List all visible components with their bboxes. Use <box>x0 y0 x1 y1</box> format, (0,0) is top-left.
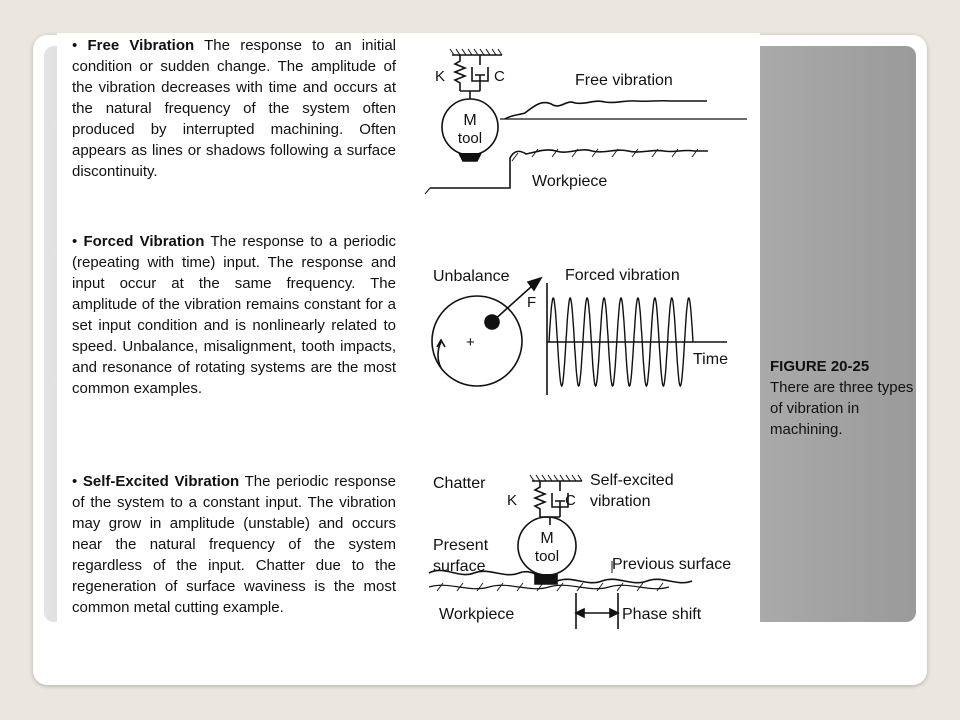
self-excited-labels <box>433 472 731 623</box>
self-excited-label-line2: vibration <box>590 493 651 510</box>
chatter-label: Chatter <box>433 475 486 492</box>
free-vibration-labels <box>435 68 673 190</box>
free-vibration-title: Free Vibration <box>87 37 195 54</box>
free-vibration-label: Free vibration <box>575 72 673 89</box>
workpiece-label: Workpiece <box>439 606 515 623</box>
vibration-diagrams <box>57 33 760 645</box>
self-c-label: C <box>565 492 576 509</box>
forced-vibration-description: The response to a periodic (repeating with time) input. The response and input occur at the same frequency. The amplitude of the vibration remains constant for a set input condition and is nonlinearly related to speed. Unbalance, misalignment, tooth impacts, and resonance of rotating systems are the most common examples. <box>72 233 396 397</box>
free-workpiece-label: Workpiece <box>532 173 608 190</box>
center-plus-label: + <box>466 334 475 351</box>
self-excited-vibration-description: The periodic response of the system to a constant input. The vibration may grow in amplitude (unstable) and occurs near the natural frequency of the system regardless of the input. Chatter due to the regeneration of surface waviness is the most common metal cutting example. <box>72 473 397 616</box>
forced-vibration-label: Forced vibration <box>565 267 680 284</box>
free-vibration-description: The response to an initial condition or sudden change. The amplitude of the vibration decreases with time and occurs at the natural frequency of the system often produced by interrupted machining. Often appears as lines or shadows following a surface discontinuity. <box>72 37 396 180</box>
self-excited-label-line1: Self-excited <box>590 472 674 489</box>
phase-shift-label: Phase shift <box>622 606 702 623</box>
forced-vibration-text: • Forced Vibration The response to a periodic (repeating with time) input. The response and input occur at the same frequency. The amplitude of the vibration remains constant for a set input condition and is nonlinearly related to speed. Unbalance, misalignment, tooth impacts, and resonance of rotating systems are the most common examples. <box>72 233 396 397</box>
free-k-label: K <box>435 68 446 85</box>
self-excited-vibration-text: • Self-Excited Vibration The periodic response of the system to a constant input. The vibration may grow in amplitude (unstable) and occurs near the natural frequency of the system regardless of the input. Chatter due to the regeneration of surface waviness is the most common metal cutting example. <box>72 473 397 616</box>
self-k-label: K <box>507 492 518 509</box>
figure-caption-text: There are three types of vibration in machining. <box>770 379 914 438</box>
self-tool-label: tool <box>534 548 560 565</box>
free-c-label: C <box>494 68 505 85</box>
previous-surface-label: Previous surface <box>612 556 732 573</box>
forced-vibration-diagram <box>432 278 727 395</box>
self-excited-vibration-title: Self-Excited Vibration <box>82 473 240 490</box>
time-axis-label: Time <box>693 351 728 368</box>
present-surface-label-line2: surface <box>433 558 486 575</box>
figure-number: FIGURE 20-25 <box>770 358 870 375</box>
present-surface-label-line1: Present <box>433 537 489 554</box>
free-m-label: M <box>463 112 477 129</box>
free-tool-label: tool <box>457 130 483 147</box>
vibration-figure <box>57 33 760 645</box>
force-f-label: F <box>527 294 537 311</box>
figure-caption <box>770 356 920 440</box>
self-m-label: M <box>540 530 554 547</box>
forced-vibration-title: Forced Vibration <box>83 233 205 250</box>
unbalance-label: Unbalance <box>433 268 510 285</box>
free-vibration-text: • Free Vibration The response to an initial condition or sudden change. The amplitude of the vibration decreases with time and occurs at the natural frequency of the system often produced by interrupted machining. Often appears as lines or shadows following a surface discontinuity. <box>72 37 396 180</box>
